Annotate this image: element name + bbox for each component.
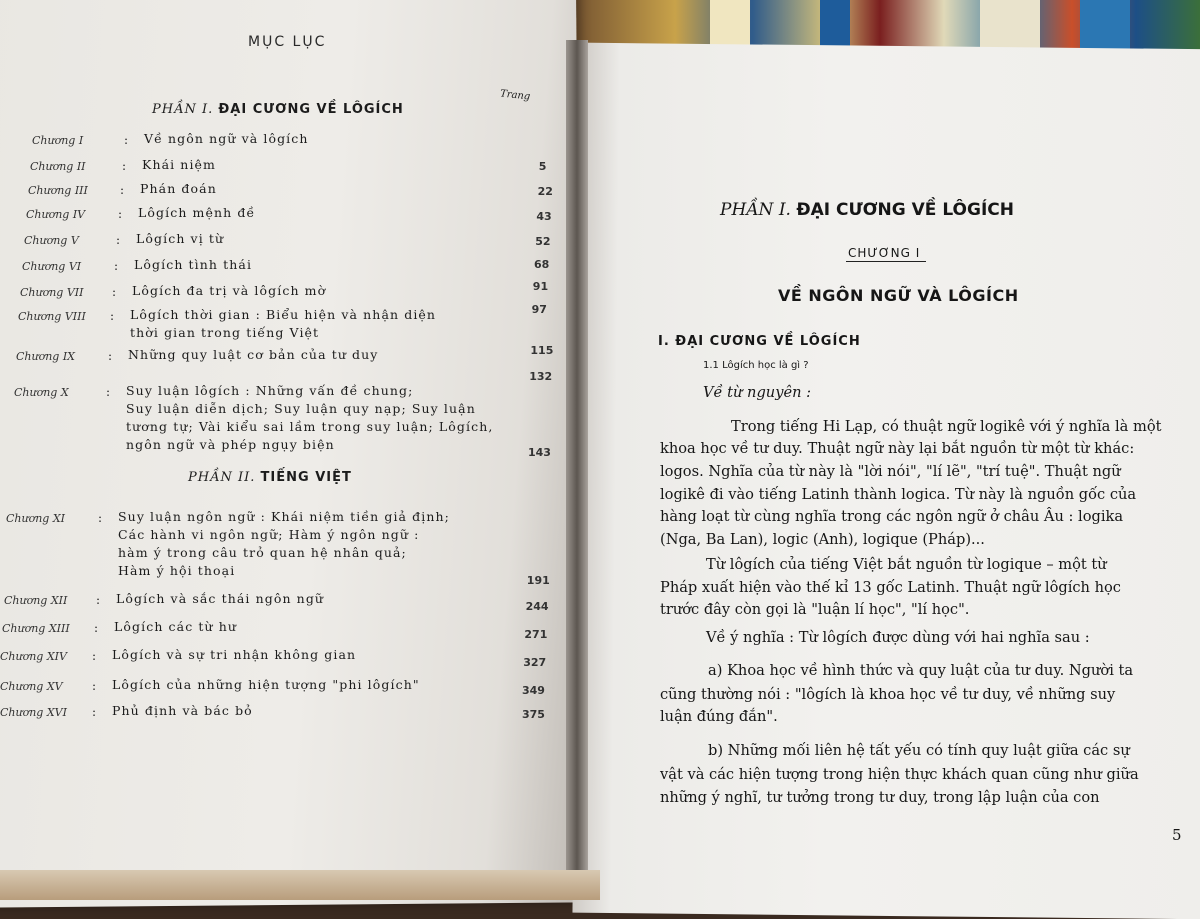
text-line: logos. Nghĩa của từ này là "lời nói", "lí lẽ", "trí tuệ". Thuật ngữ — [660, 463, 1121, 480]
text-line: Trong tiếng Hi Lạp, có thuật ngữ logikê với ý nghĩa là một — [731, 418, 1162, 435]
toc-page-number: 244 — [525, 600, 549, 613]
toc-chapter-label: Chương VIII — [18, 310, 86, 323]
toc-colon: : — [92, 649, 97, 663]
page-number: 5 — [1172, 826, 1182, 844]
toc-chapter-label: Chương XIV — [0, 650, 67, 663]
toc-chapter-label: Chương VII — [20, 286, 84, 299]
toc-colon: : — [106, 385, 111, 399]
toc-colon: : — [124, 133, 129, 147]
toc-chapter-title: Lôgích và sự tri nhận không gian — [112, 647, 357, 662]
toc-chapter-label: Chương I — [32, 134, 84, 147]
toc-colon: : — [120, 183, 125, 197]
toc-chapter-label: Chương XVI — [0, 706, 67, 719]
toc-page-number: 22 — [537, 185, 553, 198]
toc-page-number: 191 — [526, 574, 550, 587]
toc-colon: : — [116, 233, 121, 247]
text-line: logikê đi vào tiếng Latinh thành logica. Từ này là nguồn gốc của — [660, 486, 1137, 503]
toc-chapter-title: Suy luận diễn dịch; Suy luận quy nạp; Suy luận — [126, 401, 476, 416]
toc-chapter-title: Lôgích đa trị và lôgích mờ — [132, 283, 327, 298]
toc-chapter-title: Khái niệm — [142, 157, 217, 172]
text-line: cũng thường nói : "lôgích là khoa học về tư duy, về những suy — [660, 686, 1116, 703]
part-prefix: PHẦN I. — [152, 102, 214, 117]
toc-chapter-title: Lôgích và sắc thái ngôn ngữ — [116, 591, 325, 606]
toc-chapter-title: Những quy luật cơ bản của tư duy — [128, 347, 379, 362]
chapter-title: VỀ NGÔN NGỮ VÀ LÔGÍCH — [778, 286, 1019, 305]
toc-chapter-title: Lôgích của những hiện tượng "phi lôgích" — [112, 677, 420, 692]
text-line: những ý nghĩ, tư tưởng trong tư duy, trong lập luận của con — [660, 789, 1100, 806]
toc-chapter-title: Suy luận ngôn ngữ : Khái niệm tiền giả định; — [118, 509, 450, 524]
toc-chapter-label: Chương VI — [22, 260, 82, 273]
text-line: Về từ nguyên : — [703, 384, 812, 401]
page-column-label: Trang — [499, 88, 531, 103]
toc-chapter-title: Các hành vi ngôn ngữ; Hàm ý ngôn ngữ : — [118, 527, 420, 542]
toc-chapter-label: Chương XII — [4, 594, 68, 607]
toc-colon: : — [112, 285, 117, 299]
toc-colon: : — [118, 207, 123, 221]
toc-chapter-label: Chương IX — [16, 350, 76, 363]
toc-chapter-title: Suy luận lôgích : Những vấn đề chung; — [126, 383, 414, 398]
toc-colon: : — [92, 679, 97, 693]
text-line: khoa học về tư duy. Thuật ngữ này lại bắt nguồn từ một từ khác: — [660, 440, 1135, 457]
subsection-heading: 1.1 Lôgích học là gì ? — [703, 360, 809, 371]
section-heading: I. ĐẠI CƯƠNG VỀ LÔGÍCH — [658, 334, 861, 349]
toc-chapter-label: Chương XIII — [2, 622, 70, 635]
toc-chapter-title: Phán đoán — [140, 181, 217, 196]
text-line: a) Khoa học về hình thức và quy luật của tư duy. Người ta — [708, 662, 1134, 679]
text-line: Về ý nghĩa : Từ lôgích được dùng với hai nghĩa sau : — [706, 629, 1090, 646]
toc-chapter-title: Lôgích vị từ — [136, 231, 225, 246]
toc-colon: : — [92, 705, 97, 719]
toc-page-number: 97 — [531, 303, 547, 316]
toc-chapter-title: tương tự; Vài kiểu sai lầm trong suy luận; Lôgích, — [126, 419, 494, 434]
part-prefix: PHẦN I. — [720, 200, 791, 220]
part-title: ĐẠI CƯƠNG VỀ LÔGÍCH — [218, 102, 404, 117]
text-line: (Nga, Ba Lan), logic (Anh), logique (Pháp)... — [660, 531, 985, 548]
toc-colon: : — [110, 309, 115, 323]
part-prefix: PHẦN II. — [188, 470, 256, 485]
toc-chapter-title: Lôgích thời gian : Biểu hiện và nhận diện — [130, 307, 437, 322]
toc-colon: : — [94, 621, 99, 635]
toc-chapter-label: Chương IV — [26, 208, 86, 221]
toc-page-number: 68 — [534, 258, 550, 271]
toc-chapter-title: Lôgích tình thái — [134, 257, 253, 272]
toc-page-number: 143 — [528, 446, 551, 459]
toc-chapter-label: Chương III — [28, 184, 88, 197]
toc-chapter-label: Chương V — [24, 234, 79, 247]
toc-chapter-title: thời gian trong tiếng Việt — [130, 325, 320, 340]
toc-chapter-title: Lôgích các từ hư — [114, 619, 238, 634]
part-heading — [720, 200, 1014, 220]
toc-title: MỤC LỤC — [248, 34, 327, 50]
text-line: hàng loạt từ cùng nghĩa trong các ngôn ngữ ở châu Âu : logika — [660, 508, 1124, 525]
toc-page-number: 271 — [524, 628, 548, 641]
toc-colon: : — [108, 349, 113, 363]
toc-chapter-title: Hàm ý hội thoại — [118, 563, 236, 578]
part-title: TIẾNG VIỆT — [260, 470, 352, 485]
toc-page-number: 375 — [522, 708, 545, 721]
toc-page-number: 132 — [529, 370, 553, 383]
text-line: trước đây còn gọi là "luận lí học", "lí học". — [660, 601, 970, 618]
toc-chapter-label: Chương XV — [0, 680, 63, 693]
text-line: Pháp xuất hiện vào thế kỉ 13 gốc Latinh. Thuật ngữ lôgích học — [660, 579, 1121, 596]
toc-chapter-title: Phủ định và bác bỏ — [112, 703, 253, 718]
toc-chapter-label: Chương X — [14, 386, 69, 399]
toc-page-number: 5 — [538, 160, 547, 173]
toc-colon: : — [122, 159, 127, 173]
toc-chapter-title: ngôn ngữ và phép ngụy biện — [126, 437, 335, 452]
chapter-label: CHƯƠNG I — [846, 246, 926, 262]
toc-page-number: 349 — [522, 684, 545, 697]
text-line: b) Những mối liên hệ tất yếu có tính quy luật giữa các sự — [708, 742, 1130, 759]
toc-page-number: 327 — [523, 656, 547, 669]
toc-colon: : — [114, 259, 119, 273]
toc-chapter-label: Chương XI — [6, 512, 66, 525]
toc-colon: : — [96, 593, 101, 607]
toc-page-number: 91 — [532, 280, 549, 293]
toc-chapter-label: Chương II — [30, 160, 86, 173]
text-line: vật và các hiện tượng trong hiện thực khách quan cũng như giữa — [660, 766, 1139, 783]
part-title: ĐẠI CƯƠNG VỀ LÔGÍCH — [796, 200, 1014, 220]
toc-chapter-title: Lôgích mệnh đề — [138, 205, 256, 220]
toc-page-number: 43 — [536, 210, 552, 223]
toc-chapter-title: Về ngôn ngữ và lôgích — [144, 131, 309, 146]
toc-colon: : — [98, 511, 103, 525]
text-line: luận đúng đắn". — [660, 708, 778, 725]
toc-page-number: 52 — [535, 235, 551, 248]
toc-page-number: 115 — [530, 344, 554, 357]
text-line: Từ lôgích của tiếng Việt bắt nguồn từ logique – một từ — [706, 556, 1107, 573]
toc-chapter-title: hàm ý trong câu trỏ quan hệ nhân quả; — [118, 545, 407, 560]
